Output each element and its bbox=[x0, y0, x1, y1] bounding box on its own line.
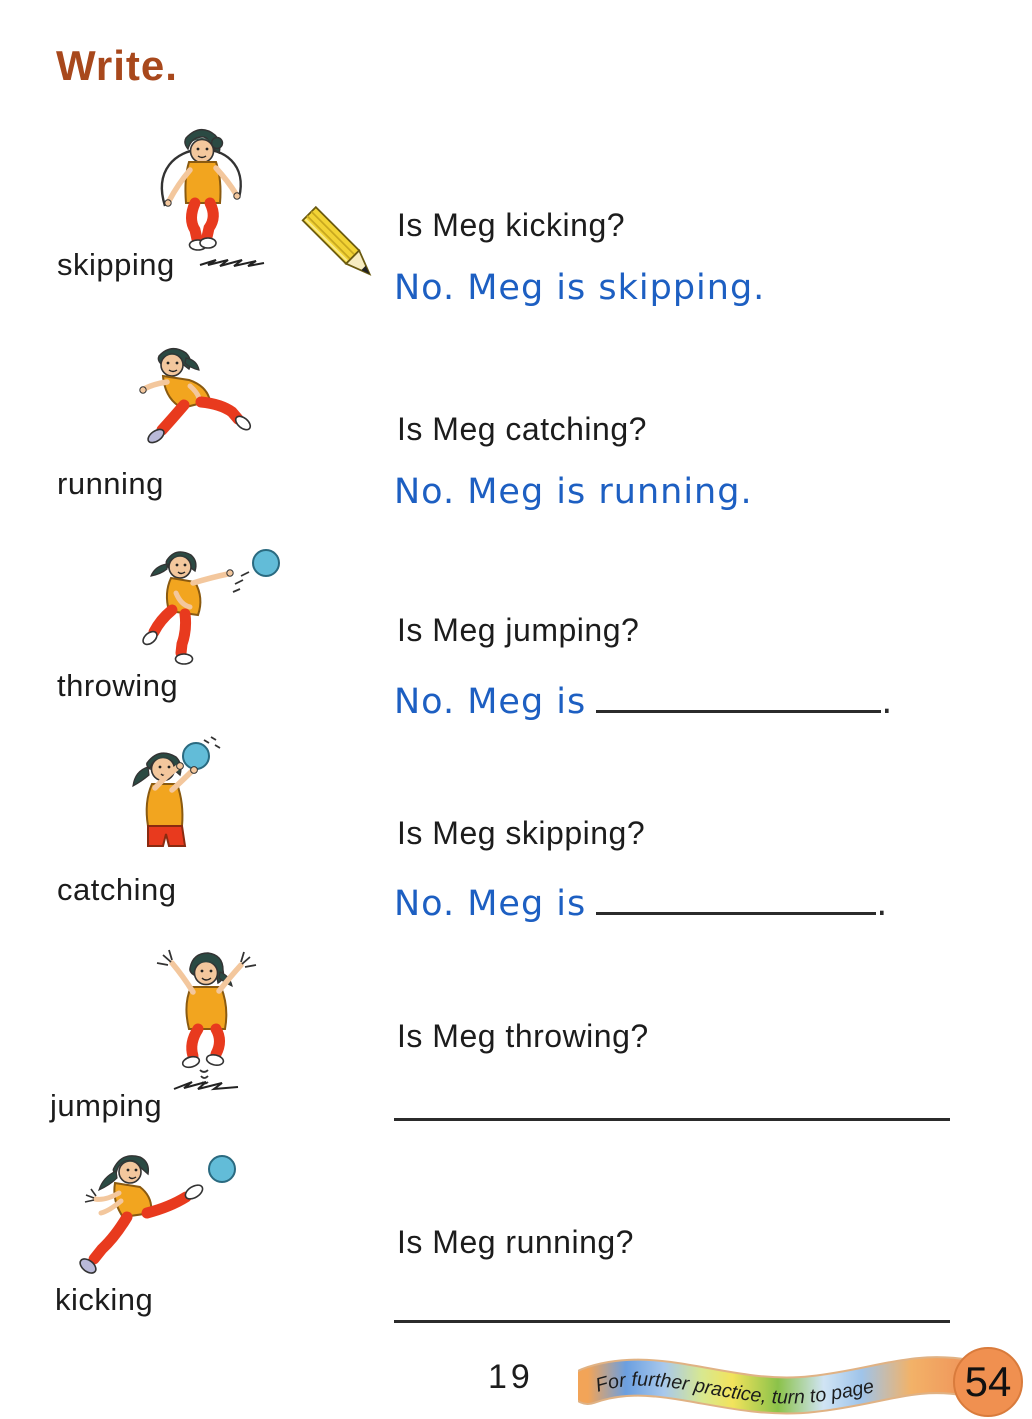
answer-4-text: No. Meg is bbox=[394, 884, 587, 924]
answer-3-text: No. Meg is bbox=[394, 682, 587, 722]
further-practice-banner bbox=[578, 1342, 1030, 1419]
page-title: Write. bbox=[56, 42, 178, 89]
girl-skipping-illustration bbox=[142, 110, 260, 254]
question-6: Is Meg running? bbox=[397, 1224, 634, 1260]
girl-jumping-illustration bbox=[140, 930, 272, 1088]
ground-squiggle bbox=[172, 1078, 242, 1094]
pencil-icon bbox=[297, 202, 387, 292]
label-catching: catching bbox=[57, 872, 177, 907]
label-running: running bbox=[57, 466, 164, 501]
answer-6-write-in-line[interactable] bbox=[394, 1320, 950, 1323]
girl-kicking-illustration bbox=[70, 1140, 248, 1292]
answer-4-write-in-blank[interactable] bbox=[596, 878, 876, 915]
question-5: Is Meg throwing? bbox=[397, 1018, 649, 1054]
question-3: Is Meg jumping? bbox=[397, 612, 640, 648]
ground-squiggle bbox=[198, 256, 268, 270]
label-kicking: kicking bbox=[55, 1282, 154, 1317]
girl-throwing-illustration bbox=[123, 540, 293, 672]
answer-3-write-in-blank[interactable] bbox=[596, 676, 881, 713]
banner-page-ref: 54 bbox=[964, 1358, 1012, 1405]
label-throwing: throwing bbox=[57, 668, 179, 703]
girl-running-illustration bbox=[133, 338, 257, 466]
question-1: Is Meg kicking? bbox=[397, 207, 626, 243]
page-number: 19 bbox=[488, 1358, 534, 1396]
girl-catching-illustration bbox=[110, 736, 232, 874]
answer-1: No. Meg is skipping. bbox=[394, 268, 766, 308]
answer-3: No. Meg is . bbox=[394, 676, 893, 722]
banner-text: For further practice, turn to page bbox=[593, 1368, 876, 1409]
answer-2: No. Meg is running. bbox=[394, 472, 753, 512]
answer-5-write-in-line[interactable] bbox=[394, 1118, 950, 1121]
label-skipping: skipping bbox=[57, 247, 175, 282]
question-2: Is Meg catching? bbox=[397, 411, 647, 447]
question-4: Is Meg skipping? bbox=[397, 815, 646, 851]
label-jumping: jumping bbox=[50, 1088, 163, 1123]
answer-4: No. Meg is . bbox=[394, 878, 888, 924]
